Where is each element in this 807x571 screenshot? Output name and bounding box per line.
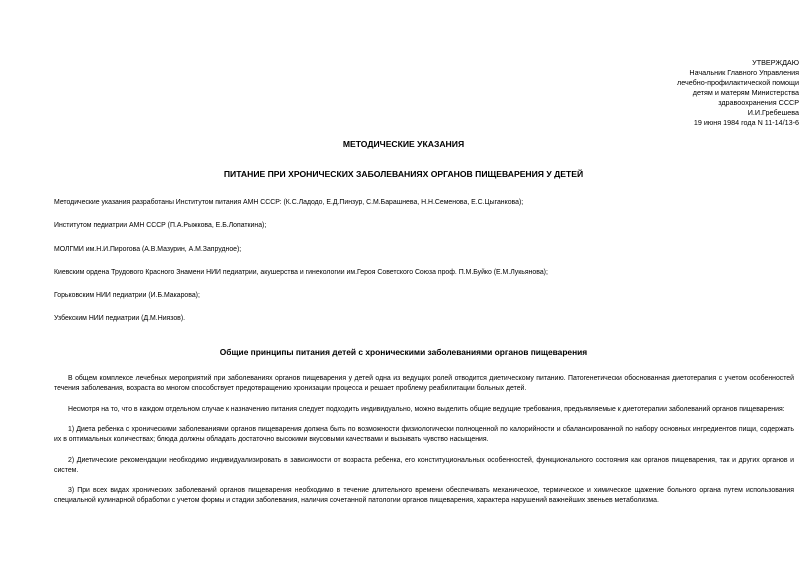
paragraph: 1) Диета ребенка с хроническими заболеваниями органов пищеварения должна быть по возможности физиологически полноценной по калорийности и сбалансированной по набору основных ингредиентов пищи, содержать их в оптимальных количествах; блюда должны обладать достаточно высокими вкусовыми качествами и вызывать чувство насыщения. xyxy=(54,425,794,444)
author-entry: Киевским ордена Трудового Красного Знамени НИИ педиатрии, акушерства и гинекологии им.Героя Советского Союза проф. П.М.Буйко (Е.М.Лукьянова); xyxy=(54,268,548,276)
author-entry: МОЛГМИ им.Н.И.Пирогова (А.В.Мазурин, А.М.Запрудное); xyxy=(54,245,242,253)
approval-line: 19 июня 1984 года N 11-14/13-6 xyxy=(693,118,799,127)
document-title: МЕТОДИЧЕСКИЕ УКАЗАНИЯ xyxy=(342,139,465,149)
author-entry: Методические указания разработаны Институтом питания АМН СССР: (К.С.Ладодо, Е.Д.Пинзур, С.М.Барашнева, Н.Н.Семенова, Е.С.Цыганкова); xyxy=(54,199,524,206)
approval-line: И.И.Гребешева xyxy=(747,108,799,117)
approval-block xyxy=(539,58,799,128)
author-entry: Узбекским НИИ педиатрии (Д.М.Ниязов). xyxy=(54,315,186,323)
author-entry: Институтом педиатрии АМН СССР (П.А.Рыжкова, Е.Б.Лопаткина); xyxy=(54,222,267,230)
paragraph: В общем комплексе лечебных мероприятий при заболеваниях органов пищеварения у детей одна из ведущих ролей отводится диетическому питанию. Патогенетически обоснованная диетотерапия с учетом особенностей течения заболевания, возраста во многом способствует предотвращению хронизации процесса и решает проблему реабилитации больных детей. xyxy=(54,375,794,393)
author-entry: Горьковским НИИ педиатрии (И.Б.Макарова); xyxy=(54,292,200,300)
approval-line: лечебно-профилактической помощи xyxy=(677,78,799,87)
authors-list xyxy=(54,198,794,338)
approval-line: Начальник Главного Управления xyxy=(689,68,799,77)
approval-line: детям и матерям Министерства xyxy=(692,88,799,97)
paragraph: 3) При всех видах хронических заболеваний органов пищеварения необходимо в течение длительного времени обеспечивать механическое, термическое и химическое щажение больного органа путем использования специальной кулинарной обработки с учетом формы и стадии заболевания, наличия сочетанной патологии органов пищеварения, характера нарушений важнейших звеньев метаболизма. xyxy=(54,487,794,505)
approval-line: УТВЕРЖДАЮ xyxy=(752,58,799,67)
section-title: Общие принципы питания детей с хроническими заболеваниями органов пищеварения xyxy=(219,347,588,357)
document-subtitle: ПИТАНИЕ ПРИ ХРОНИЧЕСКИХ ЗАБОЛЕВАНИЯХ ОРГАНОВ ПИЩЕВАРЕНИЯ У ДЕТЕЙ xyxy=(223,169,584,179)
approval-line: здравоохранения СССР xyxy=(718,98,799,107)
paragraph: 2) Диетические рекомендации необходимо индивидуализировать в зависимости от возраста ребенка, его конституциональных особенностей, функционального состояния как органов пищеварения, так и других органов и систем. xyxy=(54,456,794,474)
section-body xyxy=(54,374,794,517)
paragraph: Несмотря на то, что в каждом отдельном случае к назначению питания следует подходить индивидуально, можно выделить общие ведущие требования, предъявляемые к диетотерапии заболеваний органов пищеварения: xyxy=(68,405,785,413)
